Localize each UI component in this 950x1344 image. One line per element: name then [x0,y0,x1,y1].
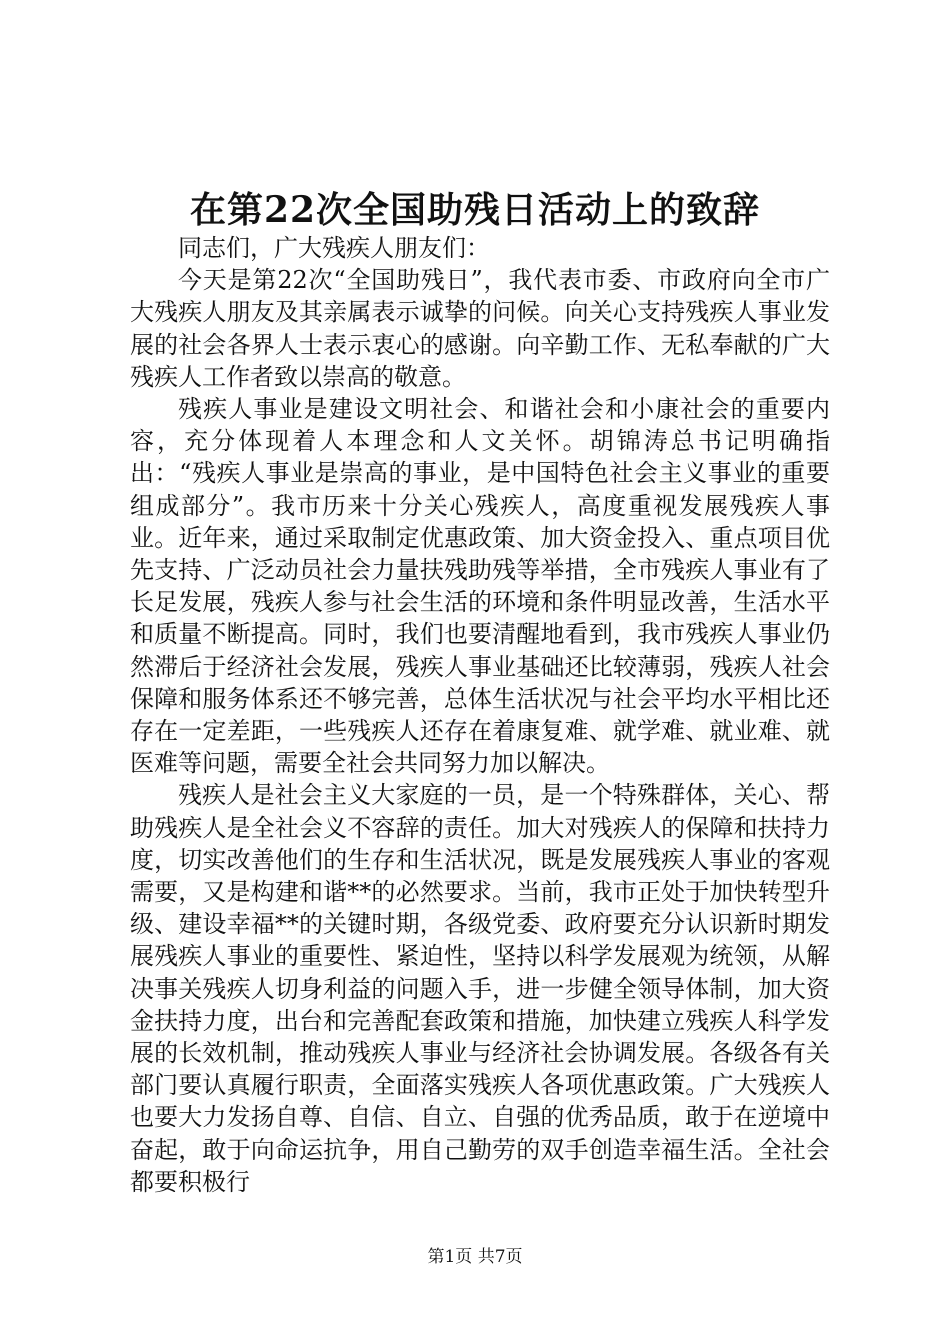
document-title: 在第22次全国助残日活动上的致辞 [189,189,761,231]
body-paragraph-2: 残疾人事业是建设文明社会、和谐社会和小康社会的重要内容，充分体现着人本理念和人文关怀。胡锦涛总书记明确指出：“残疾人事业是崇高的事业，是中国特色社会主义事业的重要组成部分”。我市历来十分关心残疾人，高度重视发展残疾人事业。近年来，通过采取制定优惠政策、加大资金投入、重点项目优先支持、广泛动员社会力量扶残助残等举措，全市残疾人事业有了长足发展，残疾人参与社会生活的环境和条件明显改善，生活水平和质量不断提高。同时，我们也要清醒地看到，我市残疾人事业仍然滞后于经济社会发展，残疾人事业基础还比较薄弱，残疾人社会保障和服务体系还不够完善，总体生活状况与社会平均水平相比还存在一定差距，一些残疾人还存在着康复难、就学难、就业难、就医难等问题，需要全社会共同努力加以解决。 [130,395,830,778]
body-paragraph-1: 今天是第22次“全国助残日”，我代表市委、市政府向全市广大残疾人朋友及其亲属表示诚挚的问候。向关心支持残疾人事业发展的社会各界人士表示衷心的感谢。向辛勤工作、无私奉献的广大残疾人工作者致以崇高的敬意。 [130,266,830,391]
body-paragraph-3: 残疾人是社会主义大家庭的一员，是一个特殊群体，关心、帮助残疾人是全社会义不容辞的责任。加大对残疾人的保障和扶持力度，切实改善他们的生存和生活状况，既是发展残疾人事业的客观需要，又是构建和谐**的必然要求。当前，我市正处于加快转型升级、建设幸福**的关键时期，各级党委、政府要充分认识新时期发展残疾人事业的重要性、紧迫性，坚持以科学发展观为统领，从解决事关残疾人切身利益的问题入手，进一步健全领导体制，加大资金扶持力度，出台和完善配套政策和措施，加快建立残疾人科学发展的长效机制，推动残疾人事业与经济社会协调发展。各级各有关部门要认真履行职责，全面落实残疾人各项优惠政策。广大残疾人也要大力发扬自尊、自信、自立、自强的优秀品质，敢于在逆境中奋起，敢于向命运抗争，用自己勤劳的双手创造幸福生活。全社会都要积极行 [130,781,830,1196]
salutation-paragraph: 同志们，广大残疾人朋友们： [178,234,490,262]
document-body [130,232,830,1198]
page-number-footer: 第1页 共7页 [427,1247,523,1267]
